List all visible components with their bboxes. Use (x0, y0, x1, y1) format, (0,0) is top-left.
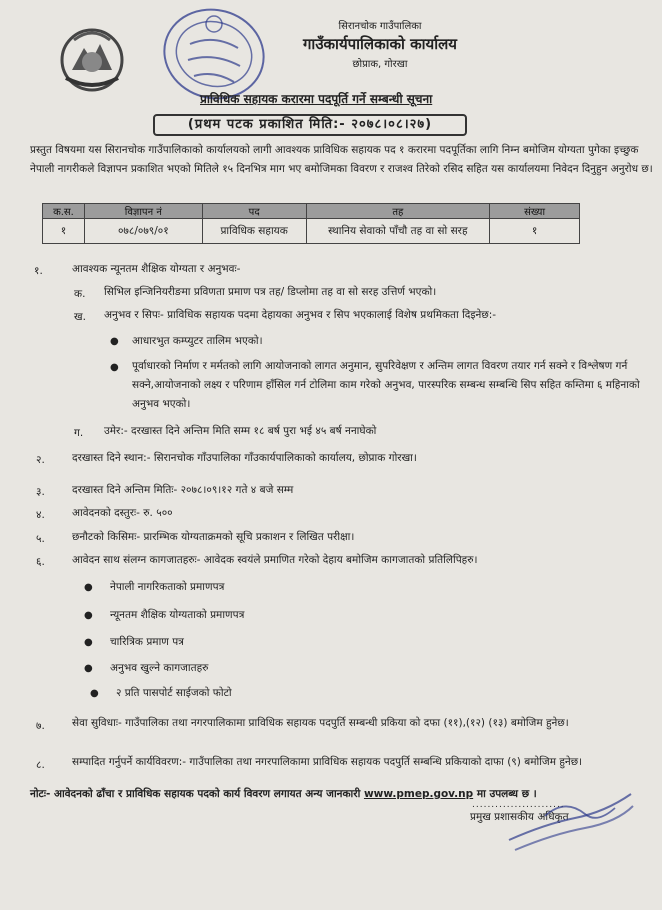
note-prefix: नोटः- आवेदनको ढाँचा र प्राविधिक सहायक पदको कार्य विवरण लगायत अन्य जानकारी (30, 788, 361, 800)
item-text: सम्पादित गर्नुपर्ने कार्यविवरण:- गाउँपालिका तथा नगरपालिकामा प्राविधिक सहायक पदपुर्ति सम्बन्धि प्रकियाको दाफा (९) बमोजिम हुनेछ। (72, 756, 583, 768)
bullet-icon: ● (84, 637, 93, 648)
table-header: तह (306, 204, 490, 219)
item-number: क. (74, 288, 86, 300)
bullet-icon: ● (84, 663, 93, 674)
office-location: छोप्राक, गोरखा (352, 59, 408, 70)
item-text: दरखास्त दिने स्थान:- सिरानचोक गाँउपालिका गाँउकार्यपालिकाको कार्यालय, छोप्राक गोरखा। (72, 452, 417, 464)
item-number: ख. (74, 311, 86, 323)
item-text: दरखास्त दिने अन्तिम मितिः- २०७८।०९।१२ गते ४ बजे सम्म (72, 484, 294, 496)
item-text: सेवा सुविधाः- गाउँपालिका तथा नगरपालिकामा प्राविधिक सहायक पदपुर्ति सम्बन्धी प्रकिया को दफा (११),(१२) (१३) बमोजिम हुनेछ। (72, 717, 569, 729)
item-number: ग. (74, 427, 84, 439)
nepal-emblem-icon (52, 22, 132, 94)
item-text: पूर्वाधारको निर्माण र मर्मतको लागि आयोजनाको लागत अनुमान, सुपरिवेक्षण र अन्तिम लागत विवरण तयार गर्न सक्ने र विश्लेषण गर्न सक्ने,आयोजनाको लक्ष्य र परिणाम हाँसिल गर्न टोलिमा काम गरेको अनुभव, पारस्परिक सम्बन्ध सम्बन्धि सिप सहित कम्तिमा ६ महिनाको अनुभव भएको। (132, 360, 640, 410)
item-text: आवेदनको दस्तुरः- रु. ५०० (72, 507, 173, 519)
table-cell: स्थानिय सेवाको पाँचौ तह वा सो सरह (306, 219, 490, 244)
item-text: आवश्यक न्यूनतम शैक्षिक योग्यता र अनुभवः- (72, 263, 241, 275)
table-header: क.स. (43, 204, 85, 219)
publication-date-box: (प्रथम पटक प्रकाशित मिति:- २०७८।०८।२७) (153, 114, 467, 136)
municipality-name: सिरानचोक गाउँपालिका (338, 21, 422, 32)
office-header (250, 18, 510, 70)
item-number: ३. (36, 486, 45, 498)
item-text: आधारभुत कम्प्युटर तालिम भएको। (132, 335, 263, 347)
table-header: विज्ञापन नं (84, 204, 202, 219)
notice-subject: प्राविधिक सहायक करारमा पदपूर्ति गर्ने सम्बन्धी सूचना (200, 92, 433, 106)
table-cell: १ (490, 219, 580, 244)
signature-stamp-icon (505, 788, 635, 858)
signatory-title: प्रमुख प्रशासकीय अधिकृत (470, 811, 569, 823)
item-text: अनुभव र सिपः- प्राविधिक सहायक पदमा देहायका अनुभव र सिप भएकालाई विशेष प्रथमिकता दिइनेछ:- (104, 309, 497, 321)
bullet-icon: ● (84, 582, 93, 593)
signature-line: ........................ (472, 800, 565, 810)
document-item: नेपाली नागरिकताको प्रमाणपत्र (110, 581, 225, 593)
intro-paragraph: प्रस्तुत विषयमा यस सिरानचोक गाउँपालिकाको कार्यालयको लागी आवश्यक प्राविधिक सहायक पद १ करारमा पदपूर्तिका लागि निम्न बमोजिम योग्यता पुगेका इच्छुक नेपाली नागरीकले विज्ञापन प्रकाशित भएको मितिले १५ दिनभित्र माग भए बमोजिमका विवरण र राजश्व तिरेको रसिद सहित यस कार्यालयमा निवेदन दिनुहुन अनुरोध छ। (30, 144, 653, 175)
vacancy-table (42, 203, 580, 244)
item-number: ७. (36, 720, 45, 732)
table-cell: प्राविधिक सहायक (202, 219, 306, 244)
item-text: उमेर:- दरखास्त दिने अन्तिम मिति सम्म १८ बर्ष पुरा भई ४५ बर्ष ननाघेको (104, 425, 377, 437)
bullet-icon: ● (110, 336, 119, 347)
document-item: अनुभव खुल्ने कागजातहरु (110, 662, 209, 674)
table-header: संख्या (490, 204, 580, 219)
bullet-icon: ● (110, 362, 119, 373)
item-text: आवेदन साथ संलग्न कागजातहरुः- आवेदक स्वयंले प्रमाणित गरेको देहाय बमोजिम कागजातको प्रतिलिपिहरु। (72, 554, 478, 566)
table-row (43, 219, 580, 244)
office-name: गाउँकार्यपालिकाको कार्यालय (302, 35, 457, 53)
document-item: २ प्रति पासपोर्ट साईजको फोटो (116, 687, 232, 699)
table-header-row (43, 204, 580, 219)
item-number: ८. (36, 759, 45, 771)
bullet-icon: ● (90, 688, 99, 699)
website-link[interactable]: www.pmep.gov.np (363, 788, 474, 800)
document-item: चारित्रिक प्रमाण पत्र (110, 636, 184, 648)
item-text: छनौटको किसिमः- प्रारम्भिक योग्यताक्रमको सूचि प्रकाशन र लिखित परीक्षा। (72, 531, 355, 543)
bullet-icon: ● (84, 610, 93, 621)
table-cell: १ (43, 219, 85, 244)
item-text: सिभिल इन्जिनियरीङमा प्रविणता प्रमाण पत्र तह/ डिप्लोमा तह वा सो सरह उत्तिर्ण भएको। (104, 286, 437, 298)
table-header: पद (202, 204, 306, 219)
item-number: ५. (36, 533, 45, 545)
note-suffix: मा उपलब्ध छ । (476, 788, 537, 800)
item-number: १. (34, 265, 43, 277)
note-line (30, 785, 537, 804)
table-cell: ०७८/०७९/०१ (84, 219, 202, 244)
item-number: ६. (36, 556, 45, 568)
document-item: न्यूनतम शैक्षिक योग्यताको प्रमाणपत्र (110, 609, 245, 621)
item-number: २. (36, 454, 45, 466)
item-number: ४. (36, 509, 45, 521)
